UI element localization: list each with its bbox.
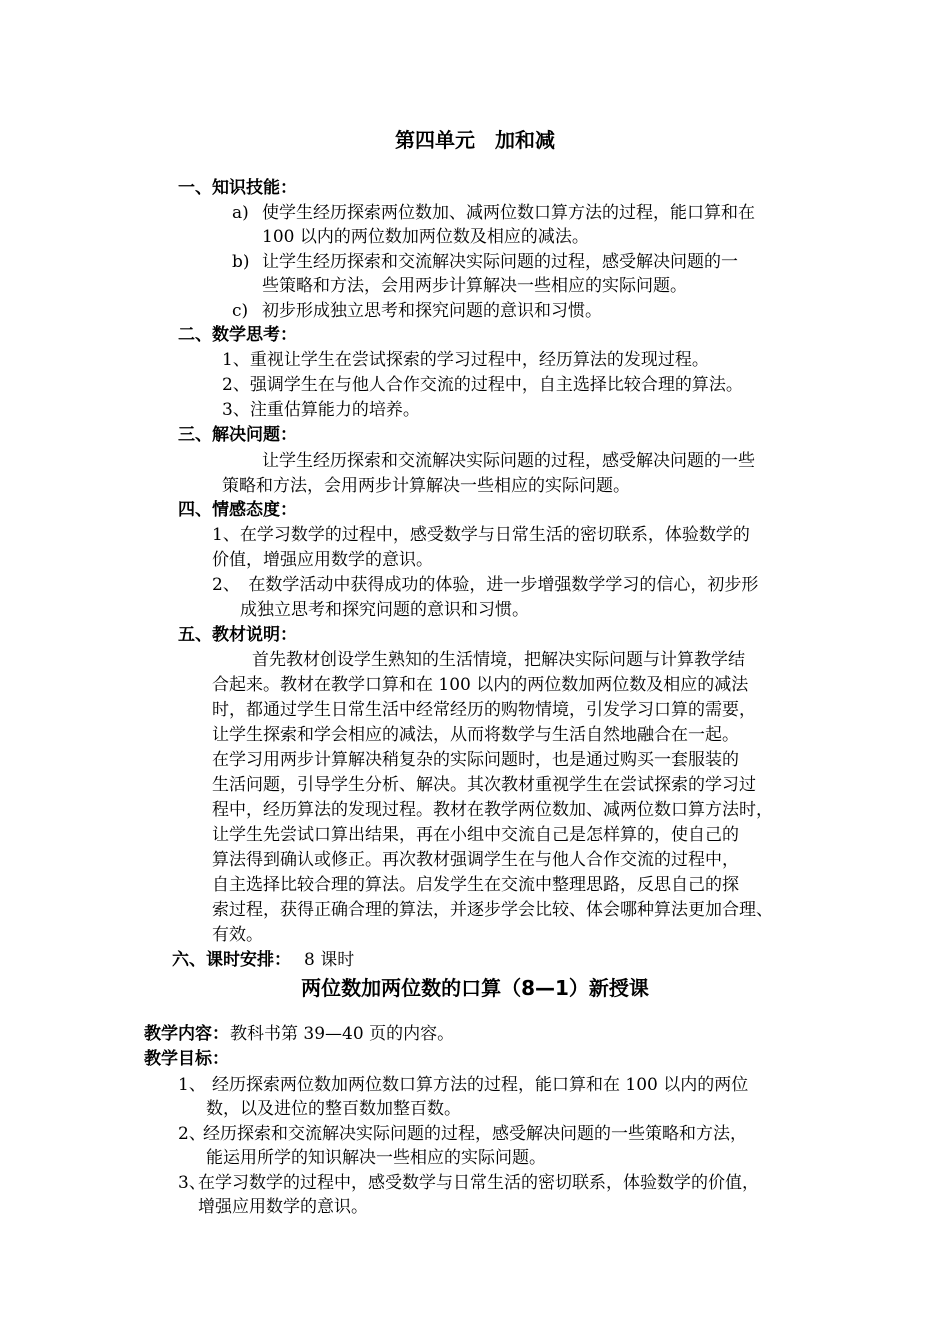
goal-3-marker: 3、 bbox=[178, 1173, 206, 1193]
textbook-line-4: 让学生探索和学会相应的减法，从而将数学与生活自然地融合在一起。 bbox=[212, 725, 739, 745]
heading-knowledge-skills: 一、知识技能： bbox=[178, 178, 297, 198]
item-b-line2: 些策略和方法，会用两步计算解决一些相应的实际问题。 bbox=[262, 276, 687, 296]
attitude-line-1: 1、在学习数学的过程中，感受数学与日常生活的密切联系，体验数学的 bbox=[212, 525, 750, 545]
goal-3-line2: 增强应用数学的意识。 bbox=[198, 1197, 368, 1217]
thinking-line-1: 1、重视让学生在尝试探索的学习过程中，经历算法的发现过程。 bbox=[222, 350, 709, 370]
heading-schedule: 六、课时安排： bbox=[172, 950, 291, 970]
attitude-line-3: 2、 在数学活动中获得成功的体验，进一步增强数学学习的信心，初步形 bbox=[212, 575, 759, 595]
item-c-line1: 初步形成独立思考和探究问题的意识和习惯。 bbox=[262, 301, 602, 321]
item-c-marker: c) bbox=[232, 301, 249, 321]
textbook-line-7: 程中，经历算法的发现过程。教材在教学两位数加、减两位数口算方法时， bbox=[212, 800, 773, 820]
goals-label: 教学目标： bbox=[144, 1049, 229, 1069]
item-a-marker: a) bbox=[232, 203, 249, 223]
textbook-line-2: 合起来。教材在教学口算和在 100 以内的两位数加两位数及相应的减法 bbox=[212, 675, 749, 695]
textbook-line-10: 自主选择比较合理的算法。启发学生在交流中整理思路，反思自己的探 bbox=[212, 875, 739, 895]
lesson-title: 两位数加两位数的口算（8—1）新授课 bbox=[301, 976, 649, 1000]
item-a-line2: 100 以内的两位数加两位数及相应的减法。 bbox=[262, 227, 589, 247]
goal-1-line2: 数，以及进位的整百数加整百数。 bbox=[206, 1099, 461, 1119]
item-b-marker: b) bbox=[232, 252, 250, 272]
heading-textbook-notes: 五、教材说明： bbox=[178, 625, 297, 645]
heading-math-thinking: 二、数学思考： bbox=[178, 325, 297, 345]
unit-title: 第四单元 加和减 bbox=[395, 128, 555, 152]
attitude-line-4: 成独立思考和探究问题的意识和习惯。 bbox=[240, 600, 529, 620]
textbook-line-9: 算法得到确认或修正。再次教材强调学生在与他人合作交流的过程中， bbox=[212, 850, 739, 870]
item-a-line1: 使学生经历探索两位数加、减两位数口算方法的过程，能口算和在 bbox=[262, 203, 755, 223]
goal-1-marker: 1、 bbox=[178, 1075, 206, 1095]
problem-line-2: 策略和方法，会用两步计算解决一些相应的实际问题。 bbox=[222, 476, 630, 496]
problem-line-1: 让学生经历探索和交流解决实际问题的过程，感受解决问题的一些 bbox=[262, 451, 755, 471]
textbook-line-5: 在学习用两步计算解决稍复杂的实际问题时，也是通过购买一套服装的 bbox=[212, 750, 739, 770]
thinking-line-2: 2、强调学生在与他人合作交流的过程中，自主选择比较合理的算法。 bbox=[222, 375, 743, 395]
schedule-value: 8 课时 bbox=[304, 950, 355, 970]
goal-2-marker: 2、 bbox=[178, 1124, 206, 1144]
textbook-line-11: 索过程，获得正确合理的算法，并逐步学会比较、体会哪种算法更加合理、 bbox=[212, 900, 773, 920]
goal-2-line1: 经历探索和交流解决实际问题的过程，感受解决问题的一些策略和方法， bbox=[203, 1124, 747, 1144]
textbook-line-8: 让学生先尝试口算出结果，再在小组中交流自己是怎样算的，使自己的 bbox=[212, 825, 739, 845]
item-b-line1: 让学生经历探索和交流解决实际问题的过程，感受解决问题的一 bbox=[262, 252, 738, 272]
thinking-line-3: 3、注重估算能力的培养。 bbox=[222, 400, 420, 420]
goal-3-line1: 在学习数学的过程中，感受数学与日常生活的密切联系，体验数学的价值， bbox=[198, 1173, 759, 1193]
textbook-line-6: 生活问题，引导学生分析、解决。其次教材重视学生在尝试探索的学习过 bbox=[212, 775, 756, 795]
content-value: 教科书第 39—40 页的内容。 bbox=[230, 1024, 455, 1044]
textbook-line-12: 有效。 bbox=[212, 925, 263, 945]
heading-attitude: 四、情感态度： bbox=[178, 500, 297, 520]
goal-2-line2: 能运用所学的知识解决一些相应的实际问题。 bbox=[206, 1148, 546, 1168]
goal-1-line1: 经历探索两位数加两位数口算方法的过程，能口算和在 100 以内的两位 bbox=[212, 1075, 749, 1095]
content-label: 教学内容： bbox=[144, 1024, 229, 1044]
heading-problem-solving: 三、解决问题： bbox=[178, 425, 297, 445]
textbook-line-3: 时，都通过学生日常生活中经常经历的购物情境，引发学习口算的需要， bbox=[212, 700, 756, 720]
textbook-line-1: 首先教材创设学生熟知的生活情境，把解决实际问题与计算教学结 bbox=[252, 650, 745, 670]
attitude-line-2: 价值，增强应用数学的意识。 bbox=[212, 550, 433, 570]
